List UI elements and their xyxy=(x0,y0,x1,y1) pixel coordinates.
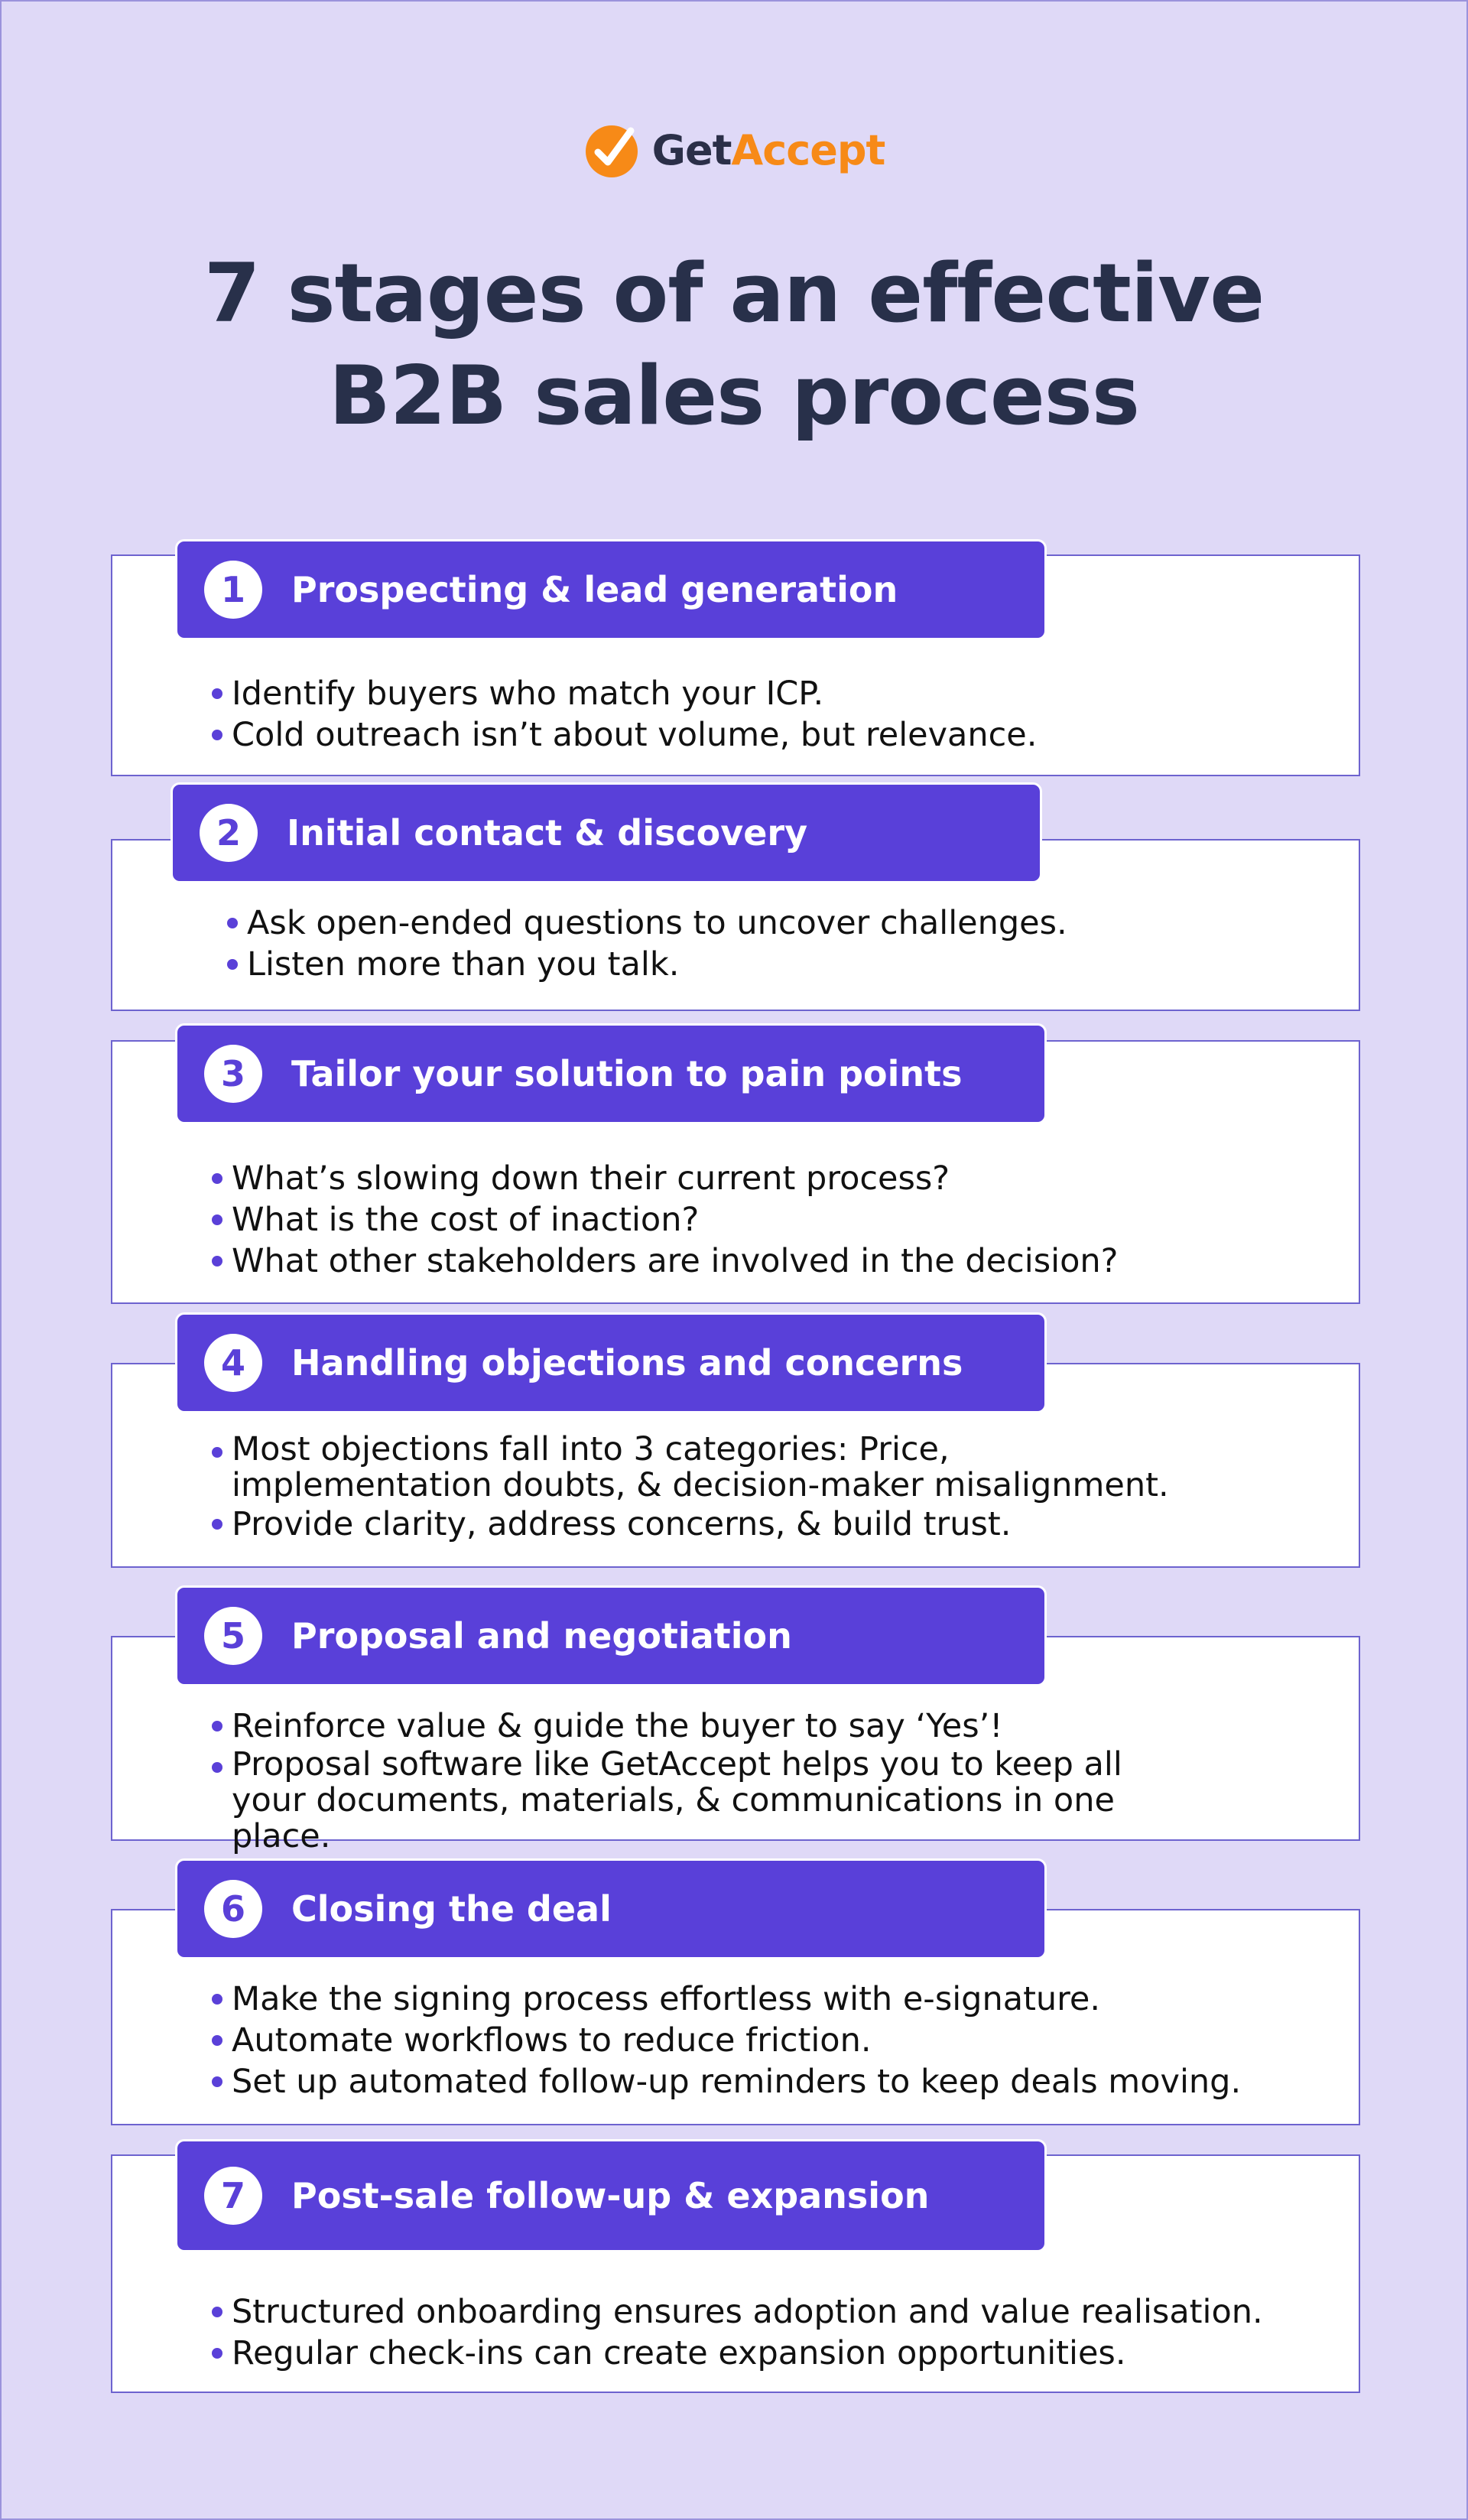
bullet-item: Set up automated follow-up reminders to keep deals moving. xyxy=(210,2061,1327,2102)
bullet-item: Regular check-ins can create expansion opportunities. xyxy=(210,2333,1327,2374)
bullet-item: Automate workflows to reduce friction. xyxy=(210,2020,1327,2061)
bullet-item: What is the cost of inaction? xyxy=(210,1199,1327,1240)
stage-header-6 xyxy=(175,1858,1047,1959)
bullet-item: Identify buyers who match your ICP. xyxy=(210,673,1327,714)
bullet-item: What other stakeholders are involved in the decision? xyxy=(210,1240,1327,1282)
stage-bullets-5 xyxy=(210,1705,1204,1855)
stage-number-badge: 7 xyxy=(204,2167,262,2225)
getaccept-logo xyxy=(2,120,1466,180)
stage-bullets-1 xyxy=(210,673,1327,756)
bullet-item: Listen more than you talk. xyxy=(226,944,1342,985)
stage-header-3 xyxy=(175,1023,1047,1124)
bullet-item: Structured onboarding ensures adoption and value realisation. xyxy=(210,2291,1327,2333)
stage-bullets-2 xyxy=(226,902,1342,985)
page-title xyxy=(2,242,1466,447)
stage-number-badge: 6 xyxy=(204,1880,262,1938)
bullet-item: Reinforce value & guide the buyer to say ‘Yes’! xyxy=(210,1705,1204,1747)
stage-title: Post-sale follow-up & expansion xyxy=(291,2175,930,2216)
bullet-item: Provide clarity, address concerns, & build trust. xyxy=(210,1504,1204,1545)
bullet-item: Most objections fall into 3 categories: Price, implementation doubts, & decision-maker misalignment. xyxy=(210,1432,1204,1504)
logo-wordmark xyxy=(652,126,885,174)
logo-text-accept: Accept xyxy=(731,125,885,174)
logo-text-get: Get xyxy=(651,125,732,174)
stage-header-1 xyxy=(175,539,1047,640)
stage-number-badge: 3 xyxy=(204,1045,262,1103)
stage-number-badge: 5 xyxy=(204,1607,262,1665)
stage-title: Closing the deal xyxy=(291,1888,612,1930)
stage-title: Initial contact & discovery xyxy=(287,812,808,854)
stage-title: Handling objections and concerns xyxy=(291,1342,963,1384)
stage-header-2 xyxy=(171,782,1042,883)
stage-number-badge: 2 xyxy=(200,804,258,862)
bullet-item: Ask open-ended questions to uncover challenges. xyxy=(226,902,1342,944)
title-line-1: 7 stages of an effective xyxy=(203,246,1265,340)
bullet-item: Make the signing process effortless with e-signature. xyxy=(210,1979,1327,2020)
stage-title: Proposal and negotiation xyxy=(291,1615,792,1657)
check-circle-icon xyxy=(583,120,643,180)
stage-header-4 xyxy=(175,1312,1047,1413)
stage-number-badge: 4 xyxy=(204,1334,262,1392)
stage-header-5 xyxy=(175,1585,1047,1686)
stage-header-7 xyxy=(175,2139,1047,2252)
bullet-item: Proposal software like GetAccept helps you to keep all your documents, materials, & communications in one place. xyxy=(210,1747,1204,1855)
stage-number-badge: 1 xyxy=(204,561,262,619)
stage-bullets-6 xyxy=(210,1979,1327,2102)
stage-bullets-4 xyxy=(210,1432,1204,1545)
title-line-2: B2B sales process xyxy=(329,349,1139,443)
stage-title: Prospecting & lead generation xyxy=(291,569,898,610)
bullet-item: Cold outreach isn’t about volume, but relevance. xyxy=(210,714,1327,756)
bullet-item: What’s slowing down their current process? xyxy=(210,1158,1327,1199)
stage-bullets-3 xyxy=(210,1158,1327,1282)
stage-bullets-7 xyxy=(210,2291,1327,2374)
stage-title: Tailor your solution to pain points xyxy=(291,1053,963,1094)
